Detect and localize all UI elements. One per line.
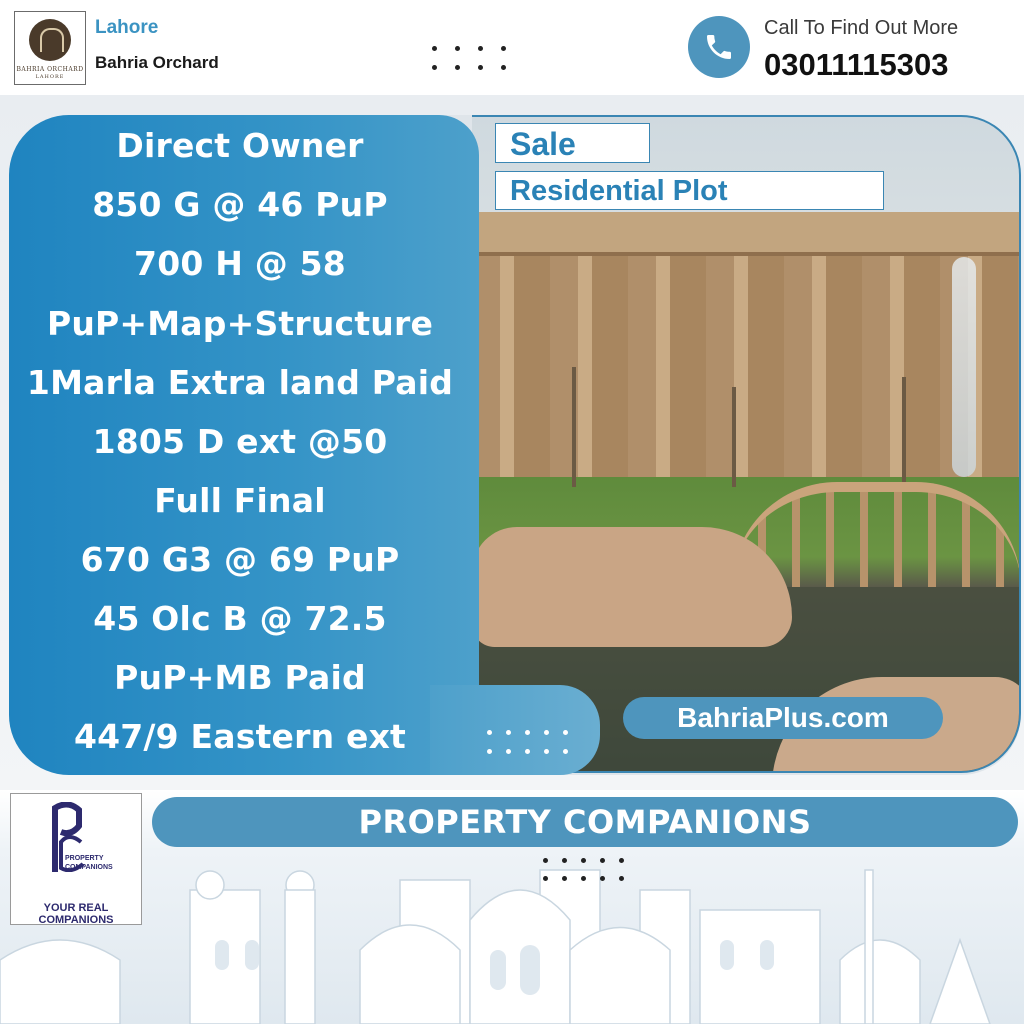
logo-company-name: PROPERTY COMPANIONS <box>65 855 113 871</box>
phone-icon <box>703 31 735 63</box>
offer-line: PuP+Map+Structure <box>46 304 434 343</box>
bahria-orchard-logo <box>14 11 86 85</box>
logo-line-2: LAHORE <box>35 74 65 80</box>
decor-dots-panel <box>487 730 568 754</box>
area-label: Bahria Orchard <box>95 53 219 72</box>
offer-line: 850 G @ 46 PuP <box>92 185 388 224</box>
logo-line-1: BAHRIA ORCHARD <box>16 66 84 73</box>
website-link[interactable]: BahriaPlus.com <box>623 697 943 739</box>
rock <box>472 527 792 647</box>
decor-dots-footer <box>543 858 624 881</box>
listing-purpose-tag: Sale <box>495 123 650 163</box>
offer-line: 670 G3 @ 69 PuP <box>80 540 400 579</box>
offer-line: Full Final <box>154 481 326 520</box>
phone-number[interactable]: 03011115303 <box>764 47 949 82</box>
offer-line: 447/9 Eastern ext <box>73 717 407 756</box>
company-name-banner: PROPERTY COMPANIONS <box>152 797 1018 847</box>
temple-facade <box>472 212 1021 477</box>
property-companions-logo <box>10 793 142 925</box>
fountain <box>952 257 976 477</box>
offer-line: Direct Owner <box>116 126 364 165</box>
palm-tree <box>902 377 906 487</box>
call-to-action-label: Call To Find Out More <box>764 17 959 39</box>
bahria-orchard-emblem-icon <box>29 19 71 61</box>
offer-line: 700 H @ 58 <box>134 244 346 283</box>
offer-line: 45 Olc B @ 72.5 <box>93 599 387 638</box>
listing-type-tag: Residential Plot <box>495 171 884 210</box>
logo-tagline: YOUR REAL COMPANIONS <box>38 902 114 926</box>
city-label: Lahore <box>95 17 159 38</box>
offer-line: 1Marla Extra land Paid <box>26 363 454 402</box>
offer-line: 1805 D ext @50 <box>92 422 388 461</box>
city-skyline <box>0 850 1024 1024</box>
offer-line: PuP+MB Paid <box>114 658 366 697</box>
palm-tree <box>732 387 736 487</box>
property-photo <box>472 115 1021 773</box>
decor-dots-header <box>432 46 506 70</box>
palm-tree <box>572 367 576 487</box>
phone-button[interactable] <box>688 16 750 78</box>
